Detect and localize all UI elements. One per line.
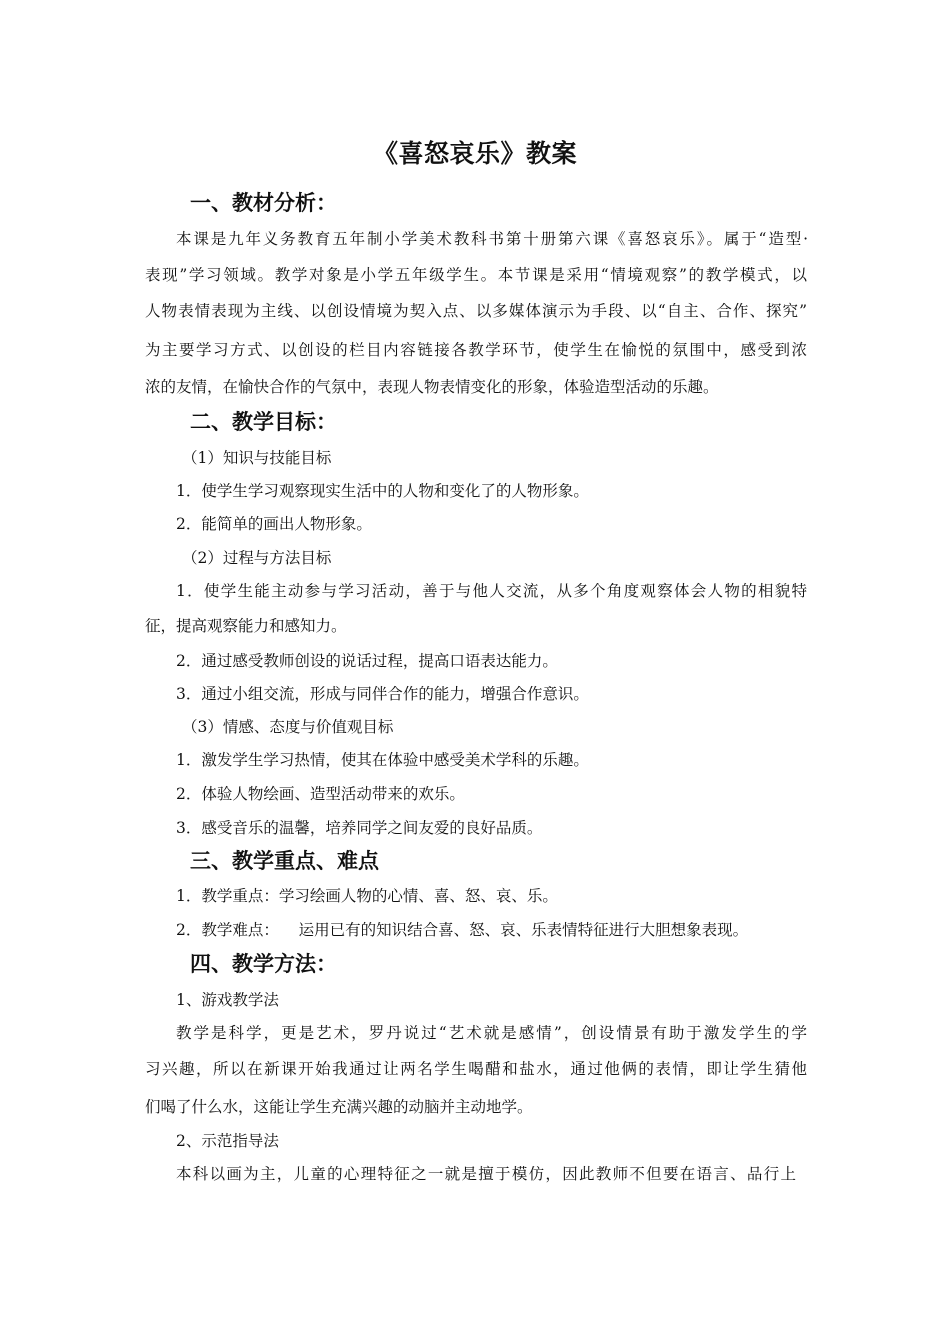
paragraph-line: 浓的友情，在愉快合作的气氛中，表现人物表情变化的形象，体验造型活动的乐趣。: [145, 378, 719, 396]
subheading-game-method: 1、游戏教学法: [176, 991, 279, 1009]
section-heading-teaching-methods: 四、教学方法：: [190, 951, 337, 976]
list-item: 3．通过小组交流，形成与同伴合作的能力，增强合作意识。: [176, 685, 589, 703]
subheading-process-methods: （2）过程与方法目标: [182, 549, 332, 567]
paragraph-line: 本课是九年义务教育五年制小学美术教科书第十册第六课《喜怒哀乐》。属于“造型·: [176, 230, 808, 248]
list-item: 2．教学难点： 运用已有的知识结合喜、怒、哀、乐表情特征进行大胆想象表现。: [176, 921, 749, 939]
list-item: 1．使学生学习观察现实生活中的人物和变化了的人物形象。: [176, 482, 589, 500]
subheading-emotions-values: （3）情感、态度与价值观目标: [182, 718, 394, 736]
list-item: 2．通过感受教师创设的说话过程，提高口语表达能力。: [176, 652, 558, 670]
list-item: 1．教学重点：学习绘画人物的心情、喜、怒、哀、乐。: [176, 887, 558, 905]
list-item: 3．感受音乐的温馨，培养同学之间友爱的良好品质。: [176, 819, 543, 837]
list-item: 1．使学生能主动参与学习活动，善于与他人交流，从多个角度观察体会人物的相貌特: [176, 582, 807, 600]
list-item-continuation: 征，提高观察能力和感知力。: [145, 617, 347, 635]
document-title: 《喜怒哀乐》教案: [372, 139, 577, 168]
list-item: 1．激发学生学习热情，使其在体验中感受美术学科的乐趣。: [176, 751, 589, 769]
paragraph-line: 表现”学习领域。教学对象是小学五年级学生。本节课是采用“情境观察”的教学模式，以: [145, 266, 807, 284]
section-heading-teaching-goals: 二、教学目标：: [190, 409, 337, 434]
paragraph-line: 人物表情表现为主线、以创设情境为契入点、以多媒体演示为手段、以“自主、合作、探究”: [145, 302, 807, 320]
paragraph-line: 教学是科学，更是艺术，罗丹说过“艺术就是感情”，创设情景有助于激发学生的学: [176, 1024, 807, 1042]
list-item: 2．能简单的画出人物形象。: [176, 515, 372, 533]
list-item: 2．体验人物绘画、造型活动带来的欢乐。: [176, 785, 465, 803]
paragraph-line: 为主要学习方式、以创设的栏目内容链接各教学环节，使学生在愉悦的氛围中，感受到浓: [145, 341, 807, 359]
subheading-knowledge-skills: （1）知识与技能目标: [182, 449, 332, 467]
section-heading-key-points: 三、教学重点、难点: [190, 848, 379, 873]
subheading-demonstration-method: 2、示范指导法: [176, 1132, 279, 1150]
paragraph-line: 们喝了什么水，这能让学生充满兴趣的动脑并主动地学。: [145, 1098, 533, 1116]
paragraph-line: 本科以画为主，儿童的心理特征之一就是擅于模仿，因此教师不但要在语言、品行上: [176, 1165, 796, 1183]
paragraph-line: 习兴趣，所以在新课开始我通过让两名学生喝醋和盐水，通过他俩的表情，即让学生猜他: [145, 1060, 807, 1078]
section-heading-textbook-analysis: 一、教材分析：: [190, 190, 337, 215]
